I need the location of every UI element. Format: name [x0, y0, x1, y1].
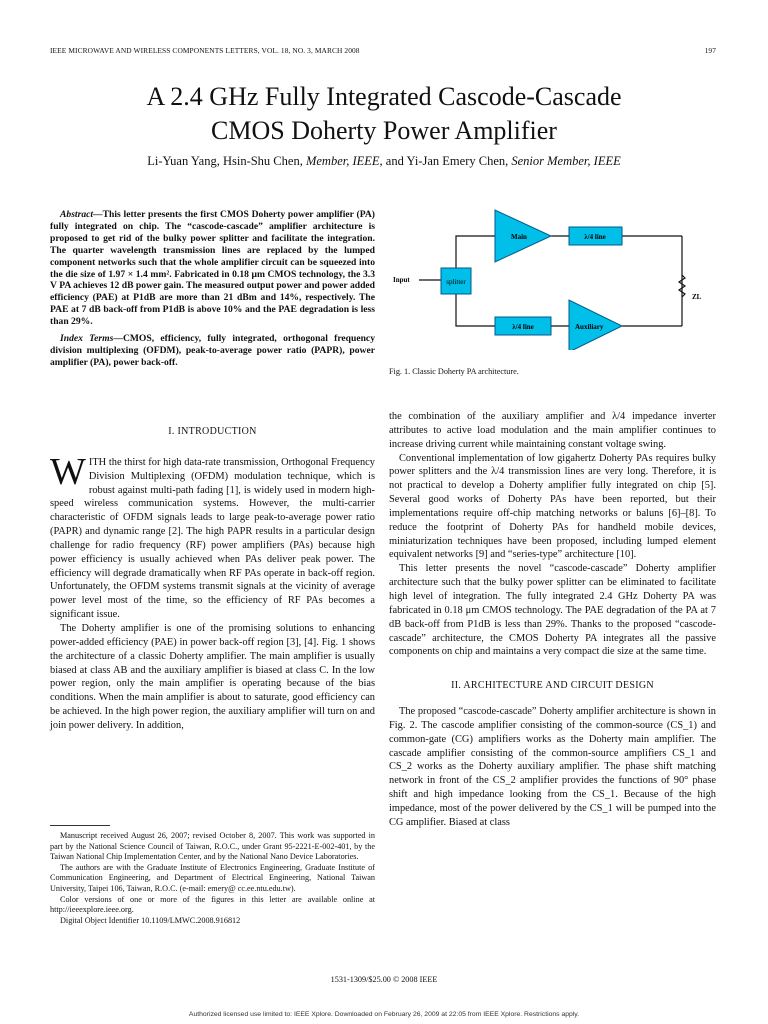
input-label: Input [393, 276, 410, 284]
abstract [50, 209, 375, 328]
author-and: and [385, 154, 404, 168]
section-2-heading: II. ARCHITECTURE AND CIRCUIT DESIGN [451, 680, 654, 692]
author-3-role: Senior Member, IEEE [511, 154, 621, 168]
copyright-footer: 1531-1309/$25.00 © 2008 IEEE [330, 975, 438, 984]
footnotes [50, 831, 375, 926]
figure-caption: Fig. 1. Classic Doherty PA architecture. [389, 367, 519, 376]
auxiliary-amplifier-label: Auxiliary [575, 323, 604, 331]
footnote-manuscript: Manuscript received August 26, 2007; revised October 8, 2007. This work was supported in part by the National Science Council of Taiwan, R.O.C., under Grant 95-2221-E-002-401, by the Taiwan National Chip Implementation Center, and by the National Nano Device Laboratories. [50, 831, 375, 862]
title-line-1: A 2.4 GHz Fully Integrated Cascode-Cascade [146, 82, 622, 111]
running-header [50, 46, 716, 55]
right-paragraph-1: the combination of the auxiliary amplifier and λ/4 impedance inverter attributes to active load modulation and the main amplifier continues to increase driving current while maintaining constant voltage swing. [389, 411, 716, 450]
page-number: 197 [704, 46, 716, 55]
load-label: ZL [692, 293, 702, 301]
journal-name: IEEE MICROWAVE AND WIRELESS COMPONENTS LETTERS, VOL. 18, NO. 3, MARCH 2008 [50, 46, 360, 55]
author-list [0, 154, 768, 169]
introduction-section [50, 425, 375, 733]
title-line-2: CMOS Doherty Power Amplifier [211, 116, 557, 145]
right-paragraph-3: This letter presents the novel “cascode-cascade” Doherty amplifier architecture such that the bulky power splitter can be eliminated to facilitate high level of integration. The fully integrated 2.4 GHz Doherty PA was fabricated in 0.18 μm CMOS technology. The PAE degradation of the PA at 7 dB back-off from P1dB is less than 29%. Thanks to the proposed “cascode-cascade” architecture, the CMOS Doherty PA integrates all the passive components on chip and maintains a very compact die size at the same time. [389, 563, 716, 658]
abstract-text: This letter presents the first CMOS Doherty power amplifier (PA) fully integrated on chip. The “cascode-cascade” amplifier architecture is proposed to get rid of the bulky power splitter and facilitate the integration. The quarter wavelength transmission lines are replaced by the lumped component networks such that the whole amplifier circuit can be squeezed into the die size of 1.97 × 1.4 mm². Fabricated in 0.18 μm CMOS technology, the 3.3 V PA achieves 12 dB power gain. The measured output power and power added efficiency (PAE) at P1dB are more than 21 dBm and 14%, respectively. The PAE at 7 dB back-off from P1dB is above 10% and the PAE degradation is less than 29%. [50, 209, 375, 328]
right-column [389, 410, 716, 830]
bottom-tl-label: λ/4 line [512, 323, 534, 331]
section-1-heading: I. INTRODUCTION [168, 426, 257, 437]
intro-paragraph-1 [50, 450, 375, 622]
doherty-architecture-figure [389, 200, 717, 350]
main-amplifier-label: Main [511, 233, 527, 241]
authorized-use-notice: Authorized licensed use limited to: IEEE Xplore. Downloaded on February 26, 2009 at 22:05 from IEEE Xplore. Restrictions apply. [188, 1011, 580, 1018]
abstract-label: Abstract— [60, 209, 103, 220]
index-terms [50, 333, 375, 369]
author-1: Li-Yuan Yang, [147, 154, 220, 168]
index-terms-label: Index Terms— [60, 333, 123, 345]
paper-title [0, 80, 768, 148]
splitter-label: splitter [446, 278, 466, 286]
footnote-doi: Digital Object Identifier 10.1109/LMWC.2008.916812 [60, 915, 241, 925]
footnote-color: Color versions of one or more of the figures in this letter are available online at http://ieeexplore.ieee.org. [50, 894, 375, 915]
left-column [50, 209, 375, 369]
drop-cap: W [50, 450, 86, 493]
author-2-role: Member, IEEE, [305, 154, 383, 168]
author-3: Yi-Jan Emery Chen, [406, 154, 509, 168]
footnote-affiliation: The authors are with the Graduate Institute of Electronics Engineering, Graduate Institute of Communication Engineering, and Department of Electrical Engineering, National Taiwan University, Taipei 106, Taiwan, R.O.C. (e-mail: emery@ cc.ee.ntu.edu.tw). [50, 862, 375, 893]
footnote-rule [50, 825, 110, 826]
intro-paragraph-2: The Doherty amplifier is one of the promising solutions to enhancing power-added efficiency (PAE) in power back-off region [3], [4]. Fig. 1 shows the architecture of a classic Doherty amplifier. The main amplifier is usually biased at class AB and the auxiliary amplifier is biased at class C. In the low power region, only the main amplifier is operating because of the bias conditions. When the main amplifier is about to saturate, good efficiency can be achieved. In the high power region, the auxiliary amplifier will turn on and join power delivery. In addition, [50, 622, 375, 731]
index-terms-text: CMOS, efficiency, fully integrated, orthogonal frequency division multiplexing (OFDM), peak-to-average power ratio (PAPR), power amplifier (PA), power back-off. [50, 333, 375, 368]
top-tl-label: λ/4 line [584, 233, 606, 241]
right-paragraph-4: The proposed “cascode-cascade” Doherty amplifier architecture is shown in Fig. 2. The cascode amplifier consisting of the common-source (CS_1) and common-gate (CG) amplifiers works as the Doherty main amplifier. The cascade amplifier consisting of the common-source amplifiers CS_1 and CS_2 works as the Doherty auxiliary amplifier. The phase shift matching network in front of the CS_2 amplifier provides the functions of 90° phase shift and high impedance looking from the CS_1. Because of the high impedance, most of the power delivered by the CS_1 will be pumped into the CG amplifier. Biased at class [389, 706, 716, 828]
intro-p1-text: ITH the thirst for high data-rate transmission, Orthogonal Frequency Division Multiplexing (OFDM) modulation technique, which is robust against multi-path fading [1], is widely used in modern high-speed wireless communication systems. However, the multi-carrier characteristic of OFDM signals leads to large peak-to-average power ratio (PAPR) and dynamic range [2]. The high PAPR results in a particular design challenge for radio frequency (RF) power amplifiers (PAs) because high power efficiency is usually achieved when PAs deliver peak power. The efficiency will degrade dramatically when RF PAs operate in back-off region. Unfortunately, the OFDM systems transmit signals at the vicinity of average power level most of the time, so the efficiency of RF PAs becomes a significant issue. [50, 456, 375, 621]
right-paragraph-2: Conventional implementation of low gigahertz Doherty PAs requires bulky power splitters and the λ/4 transmission lines are very long. Therefore, it is not practical to develop a Doherty amplifier fully integrated on chip [5]. Several good works of Doherty PAs have been reported, but their implementations require off-chip matching networks or baluns [6]–[8]. To reduce the footprint of Doherty PAs for handheld mobile devices, miniaturization techniques have been proposed, including lumped element equivalent networks [9] and “series-type” architecture [10]. [389, 452, 716, 561]
author-2: Hsin-Shu Chen, [222, 154, 303, 168]
